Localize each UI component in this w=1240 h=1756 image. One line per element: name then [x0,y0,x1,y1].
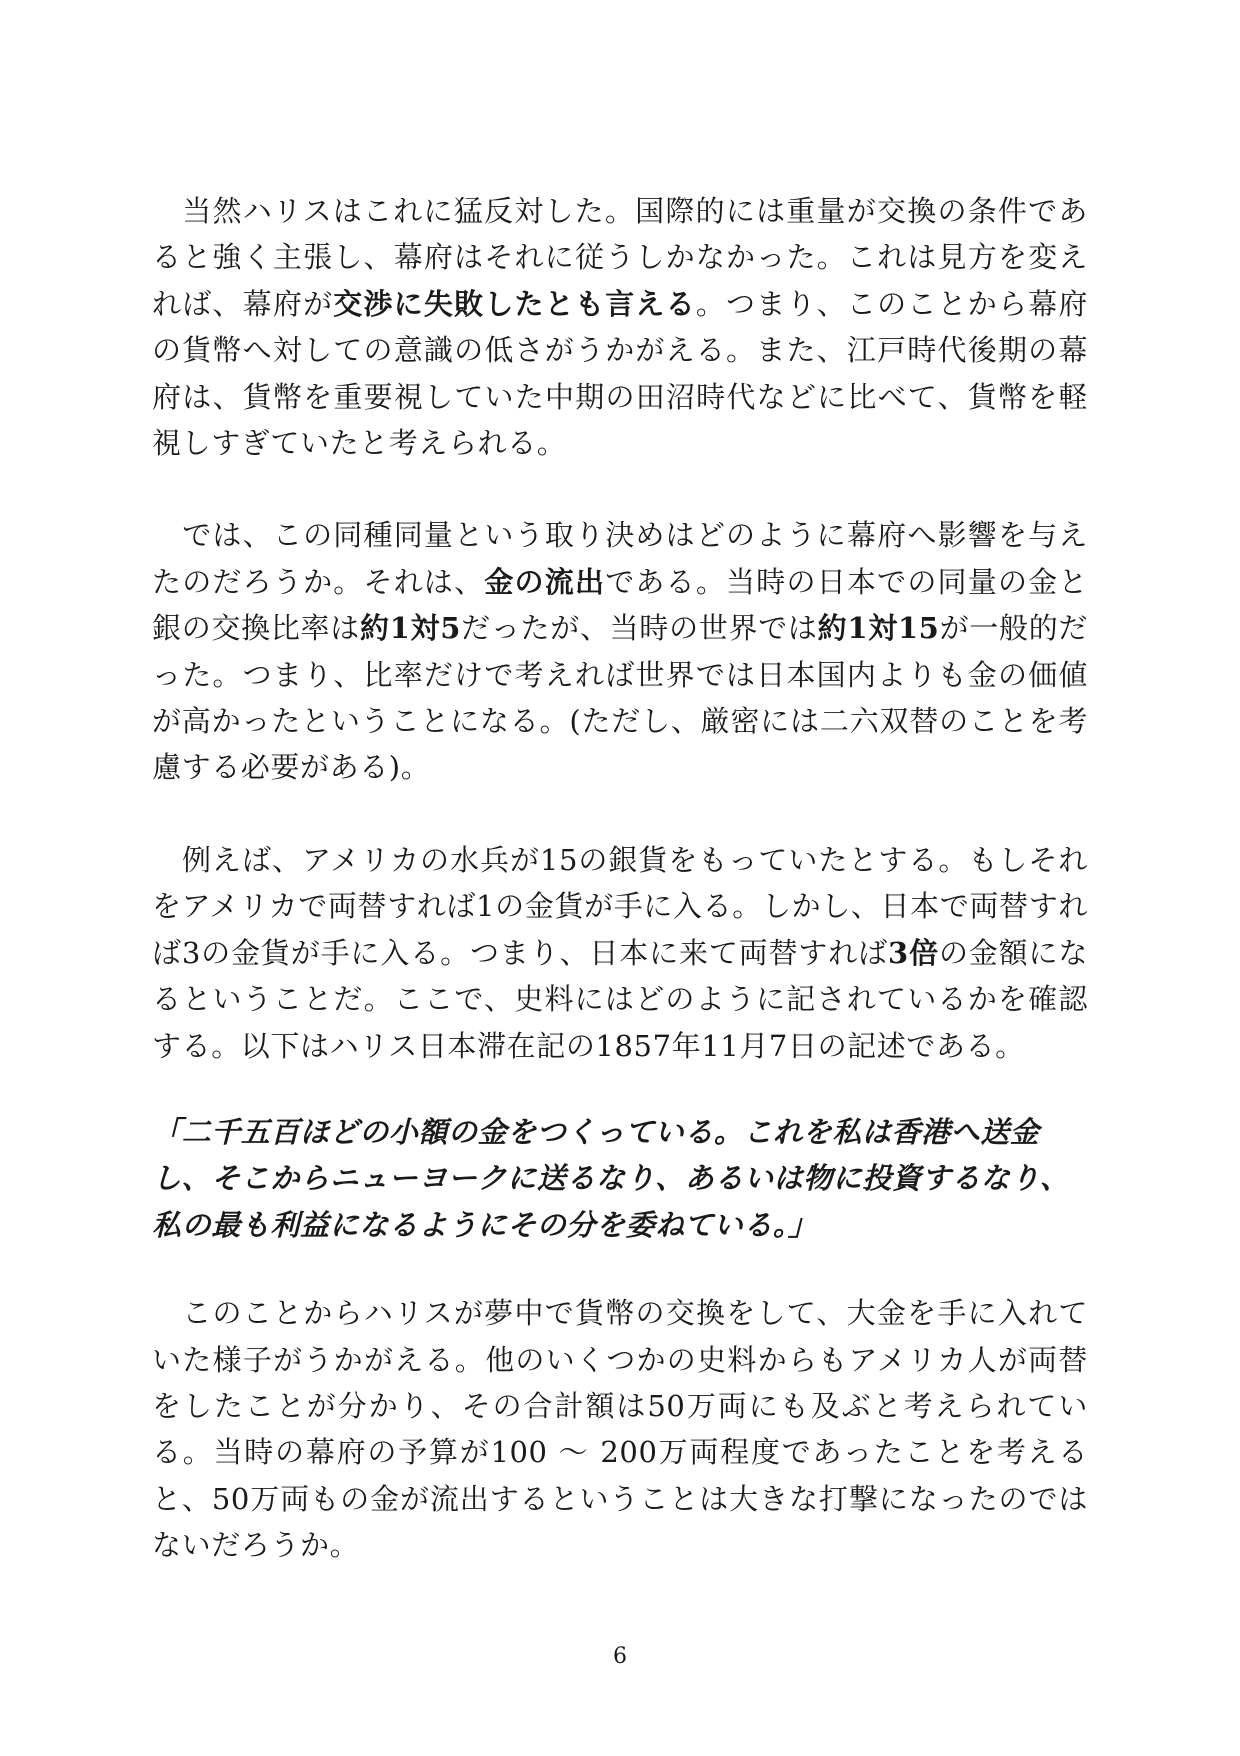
paragraph-2-emphasis: 約1対15 [817,611,940,646]
paragraph-4-segment: このことからハリスが夢中で貨幣の交換をして、大金を手に入れていた様子がうかがえる。他のいくつかの史料からもアメリカ人が両替をしたことが分かり、その合計額は50万両にも及ぶと考えられている。当時の幕府の予算が100 ～ 200万両程度であったことを考えると、50万両もの金が流出するということは大きな打撃になったのではないだろうか。 [152,1296,1088,1563]
paragraph-3-emphasis: 3倍 [888,935,939,970]
paragraph-1-segment: 当然ハリスはこれに猛反対した。国際的には重量が交換の条件であると強く主張し、幕府はそれに従うしかなかった。これは見方を変えれば、幕府が [152,194,1088,321]
paragraph-2-emphasis: 金の流出 [484,564,606,599]
paragraph-3 [152,837,1088,1069]
paragraph-4 [152,1290,1088,1568]
paragraph-2-segment: では、この同種同量という取り決めはどのように幕府へ影響を与えたのだろうか。それは、 [152,518,1088,599]
paragraph-2-segment: だったが、当時の世界では [461,611,818,646]
paragraph-2-segment: である。当時の日本での同量の金と銀の交換比率は [152,564,1088,646]
paragraph-3-segment: の金額になるということだ。ここで、史料にはどのように記されているかを確認する。以下はハリス日本滞在記の1857年11月7日の記述である。 [152,935,1088,1063]
paragraph-3-segment: 例えば、アメリカの水兵が15の銀貨をもっていたとする。もしそれをアメリカで両替すれば1の金貨が手に入る。しかし、日本で両替すれば3の金貨が手に入る。つまり、日本に来て両替すれば [152,842,1088,970]
paragraph-1-emphasis: 交渉に失敗したとも言える [333,286,696,321]
page-number: 6 [613,1644,627,1669]
paragraph-2 [152,512,1088,790]
body-text [152,188,1088,1569]
paragraph-1-segment: 。つまり、このことから幕府の貨幣へ対しての意識の低さがうかがえる。また、江戸時代後期の幕府は、貨幣を重要視していた中期の田沼時代などに比べて、貨幣を軽視しすぎていたと考えられる。 [152,286,1088,461]
paragraph-2-emphasis: 約1対5 [359,611,462,646]
historical-quote: 「二千五百ほどの小額の金をつくっている。これを私は香港へ送金し、そこからニューヨークに送るなり、あるいは物に投資するなり、私の最も利益になるようにその分を委ねている。」 [152,1114,1070,1242]
paragraph-2-segment: が一般的だった。つまり、比率だけで考えれば世界では日本国内よりも金の価値が高かったということになる。(ただし、厳密には二六双替のことを考慮する必要がある)。 [152,611,1088,785]
paragraph-1 [152,188,1088,466]
